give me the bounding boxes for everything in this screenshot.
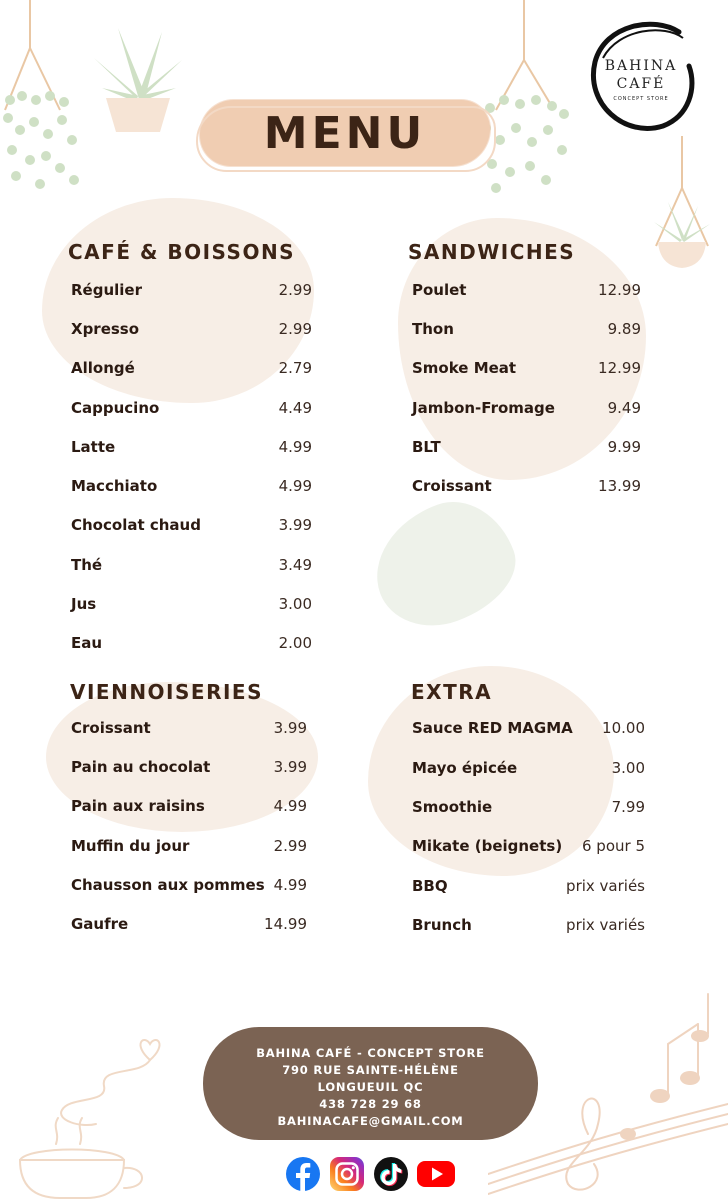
menu-item <box>71 795 307 817</box>
menu-item <box>412 397 641 419</box>
item-price: 4.49 <box>278 399 312 417</box>
menu-item <box>412 914 645 936</box>
item-name: Poulet <box>412 281 467 299</box>
item-name: Thon <box>412 320 454 338</box>
item-name: Mikate (beignets) <box>412 837 563 855</box>
logo-tagline: CONCEPT STORE <box>613 96 669 102</box>
item-price: 9.99 <box>607 438 641 456</box>
menu-item <box>71 436 312 458</box>
item-price: 2.79 <box>278 359 312 377</box>
item-price: 2.00 <box>278 634 312 652</box>
item-name: Régulier <box>71 281 142 299</box>
logo-line2: CAFÉ <box>616 76 666 92</box>
item-price: 10.00 <box>602 719 645 737</box>
item-name: Jus <box>71 595 97 613</box>
footer-business-name: BAHINA CAFÉ - CONCEPT STORE <box>256 1046 485 1060</box>
logo <box>585 18 697 138</box>
menu-item <box>412 757 645 779</box>
item-name: Pain au chocolat <box>71 758 211 776</box>
item-price: 4.99 <box>273 876 307 894</box>
facebook-icon[interactable] <box>285 1156 321 1192</box>
item-price: 13.99 <box>598 477 641 495</box>
menu-item <box>412 717 645 739</box>
item-name: Smoke Meat <box>412 359 517 377</box>
menu-item <box>71 475 312 497</box>
section-title-cafe: CAFÉ & BOISSONS <box>68 240 296 264</box>
item-name: BLT <box>412 438 441 456</box>
instagram-icon[interactable] <box>329 1156 365 1192</box>
footer-contact-text <box>203 1045 538 1130</box>
menu-item <box>71 357 312 379</box>
item-price: 2.99 <box>278 281 312 299</box>
footer-email: BAHINACAFE@GMAIL.COM <box>277 1114 464 1128</box>
hanging-plant-right <box>476 0 576 200</box>
item-price: 12.99 <box>598 359 641 377</box>
item-name: Allongé <box>71 359 135 377</box>
menu-item <box>412 796 645 818</box>
menu-item <box>412 875 645 897</box>
tiktok-icon[interactable] <box>373 1156 409 1192</box>
item-name: Chausson aux pommes <box>71 876 265 894</box>
menu-item <box>71 593 312 615</box>
menu-item <box>412 475 641 497</box>
item-price: 3.99 <box>273 758 307 776</box>
menu-item <box>71 318 312 340</box>
menu-item <box>412 835 645 857</box>
item-name: Gaufre <box>71 915 129 933</box>
item-name: Xpresso <box>71 320 140 338</box>
item-price: 9.89 <box>607 320 641 338</box>
item-name: Croissant <box>71 719 151 737</box>
item-name: Sauce RED MAGMA <box>412 719 573 737</box>
footer-phone: 438 728 29 68 <box>319 1097 422 1111</box>
item-price: 2.99 <box>273 837 307 855</box>
item-name: Mayo épicée <box>412 759 518 777</box>
item-name: Chocolat chaud <box>71 516 201 534</box>
footer-city: LONGUEUIL QC <box>317 1080 424 1094</box>
item-name: Latte <box>71 438 116 456</box>
menu-item <box>71 279 312 301</box>
youtube-icon[interactable] <box>416 1156 456 1192</box>
item-name: Pain aux raisins <box>71 797 205 815</box>
item-price: 3.99 <box>273 719 307 737</box>
item-price: prix variés <box>566 877 645 895</box>
item-name: Thé <box>71 556 103 574</box>
menu-item <box>71 913 307 935</box>
menu-item <box>71 756 307 778</box>
item-price: 6 pour 5 <box>582 837 645 855</box>
item-name: Smoothie <box>412 798 493 816</box>
item-price: 4.99 <box>278 477 312 495</box>
potted-plant-top <box>88 18 188 136</box>
menu-item <box>71 397 312 419</box>
menu-item <box>71 632 312 654</box>
item-name: Croissant <box>412 477 492 495</box>
item-price: 12.99 <box>598 281 641 299</box>
item-price: 4.99 <box>278 438 312 456</box>
menu-item <box>71 514 312 536</box>
item-price: 9.49 <box>607 399 641 417</box>
menu-item <box>71 874 307 896</box>
menu-item <box>412 357 641 379</box>
item-price: 4.99 <box>273 797 307 815</box>
logo-line1: BAHINA <box>604 58 678 74</box>
menu-item <box>71 835 307 857</box>
decorative-blob <box>358 486 529 643</box>
item-price: 3.49 <box>278 556 312 574</box>
item-name: Muffin du jour <box>71 837 190 855</box>
item-price: 3.00 <box>278 595 312 613</box>
item-name: BBQ <box>412 877 448 895</box>
section-title-sandwiches: SANDWICHES <box>408 240 576 264</box>
page-title: MENU <box>263 108 427 159</box>
item-price: 14.99 <box>264 915 307 933</box>
item-name: Brunch <box>412 916 472 934</box>
menu-item <box>412 279 641 301</box>
hanging-plant-small <box>650 136 714 272</box>
menu-item <box>412 318 641 340</box>
item-price: 3.99 <box>278 516 312 534</box>
menu-item <box>71 717 307 739</box>
item-name: Cappucino <box>71 399 160 417</box>
item-price: 3.00 <box>611 759 645 777</box>
section-title-extra: EXTRA <box>411 680 493 704</box>
item-price: 7.99 <box>611 798 645 816</box>
footer-address: 790 RUE SAINTE-HÉLÈNE <box>282 1063 459 1077</box>
item-name: Macchiato <box>71 477 158 495</box>
section-title-viennoiseries: VIENNOISERIES <box>70 680 263 704</box>
coffee-cup-illustration <box>0 1036 180 1200</box>
menu-item <box>71 554 312 576</box>
item-price: 2.99 <box>278 320 312 338</box>
menu-item <box>412 436 641 458</box>
hanging-plant-left <box>0 0 90 200</box>
item-price: prix variés <box>566 916 645 934</box>
item-name: Jambon-Fromage <box>412 399 555 417</box>
item-name: Eau <box>71 634 103 652</box>
